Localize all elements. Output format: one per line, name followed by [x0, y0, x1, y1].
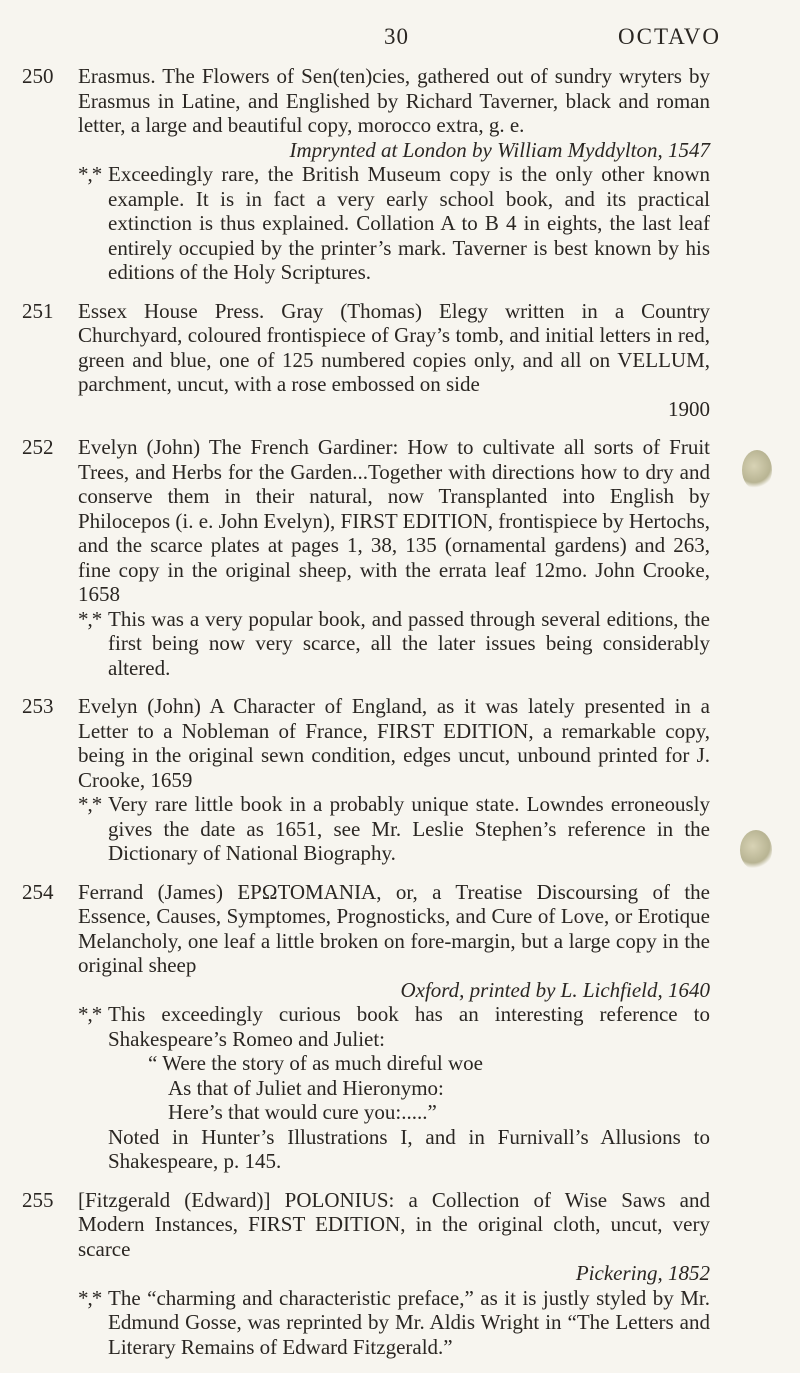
quotation-line: “ Were the story of as much direful woe [148, 1051, 483, 1075]
note-text: The “charming and characteristic preface,” as it is justly styled by Mr. Edmund Gosse, was reprinted by Mr. Aldis Wright in “The Letters and Literary Remains of Edward Fitzgerald.” [108, 1285, 710, 1359]
page-header [0, 24, 800, 58]
entry-description: [Fitzgerald (Edward)] POLONIUS: a Collection of Wise Saws and Modern Instances, FIRST EDITION, in the original cloth, uncut, very scarce [78, 1187, 710, 1261]
catalogue-entries [0, 64, 800, 1373]
catalogue-entry [0, 435, 800, 680]
lot-number: 253 [22, 694, 54, 718]
entry-description: Evelyn (John) A Character of England, as it was lately presented in a Letter to a Nobleman of France, FIRST EDITION, a remarkable copy, being in the original sewn condition, edges uncut, unbound printed for J. Crooke, 1659 [78, 694, 710, 792]
lot-number: 250 [22, 64, 54, 88]
entry-imprint: Pickering, 1852 [575, 1261, 710, 1285]
lot-number: 251 [22, 298, 54, 323]
entry-imprint: Imprynted at London by William Myddylton, 1547 [289, 137, 710, 162]
lot-number: 254 [22, 879, 54, 904]
entry-description: Erasmus. The Flowers of Sen(ten)cies, gathered out of sundry wryters by Erasmus in Latine, and Englished by Richard Taverner, black and roman letter, a large and beautiful copy, morocco extra, g. e. [78, 64, 710, 137]
catalogue-entry [0, 880, 800, 1174]
note-text: This exceedingly curious book has an interesting reference to Shakespeare’s Romeo and Juliet: [108, 1002, 710, 1051]
asterism: *,* [78, 792, 102, 816]
entry-note [78, 792, 710, 866]
catalogue-entry [0, 694, 800, 866]
asterism: *,* [78, 1002, 102, 1026]
entry-note [78, 607, 710, 681]
entry-description: Ferrand (James) ΕΡΩΤΟΜΑΝΙΑ, or, a Treatise Discoursing of the Essence, Causes, Symptomes, Prognosticks, and Cure of Love, or Erotique Melancholy, one leaf a little broken on fore-margin, but a large copy in the original sheep [78, 879, 710, 977]
note-text: Exceedingly rare, the British Museum copy is the only other known example. It is in fact a very early school book, and its practical extinction is thus explained. Collation A to B 4 in eights, the last leaf entirely occupied by the printer’s mark. Taverner is best known by his editions of the Holy Scriptures. [108, 162, 710, 284]
entry-note [78, 1286, 710, 1360]
entry-description: Evelyn (John) The French Gardiner: How to cultivate all sorts of Fruit Trees, and Herbs for the Garden...Together with directions how to dry and conserve them in their natural, now Transplanted into English by Philocepos (i. e. John Evelyn), FIRST EDITION, frontispiece by Hertochs, and the scarce plates at pages 1, 38, 135 (ornamental gardens) and 263, fine copy in the original sheep, with the errata leaf 12mo. John Crooke, 1658 [78, 435, 710, 606]
lot-number: 255 [22, 1187, 54, 1212]
page-number: 30 [384, 24, 409, 49]
asterism: *,* [78, 606, 102, 631]
catalogue-entry [0, 299, 800, 422]
asterism: *,* [78, 1285, 102, 1310]
catalogue-entry [0, 1188, 800, 1360]
section-title: OCTAVO [618, 24, 722, 49]
entry-note [78, 162, 710, 285]
quotation-line: As that of Juliet and Hieronymo: [168, 1075, 444, 1100]
lot-number: 252 [22, 435, 54, 459]
entry-note [78, 1002, 710, 1051]
catalogue-entry [0, 64, 800, 285]
note-text: This was a very popular book, and passed through several editions, the first being now very scarce, all the later issues being considerably altered. [108, 606, 710, 680]
quotation-line: Here’s that would cure you:.....” [168, 1100, 437, 1124]
note-text: Very rare little book in a probably unique state. Lowndes erroneously gives the date as 1651, see Mr. Leslie Stephen’s reference in the Dictionary of National Biography. [108, 792, 710, 865]
entry-note-continued: Noted in Hunter’s Illustrations I, and in Furnivall’s Allusions to Shakespeare, p. 145. [108, 1124, 710, 1173]
asterism: *,* [78, 162, 102, 186]
entry-imprint: Oxford, printed by L. Lichfield, 1640 [400, 977, 710, 1002]
entry-description: Essex House Press. Gray (Thomas) Elegy written in a Country Churchyard, coloured frontispiece of Gray’s tomb, and initial letters in red, green and blue, one of 125 numbered copies only, and all on VELLUM, parchment, uncut, with a rose embossed on side [78, 298, 710, 396]
entry-imprint: 1900 [668, 396, 710, 421]
